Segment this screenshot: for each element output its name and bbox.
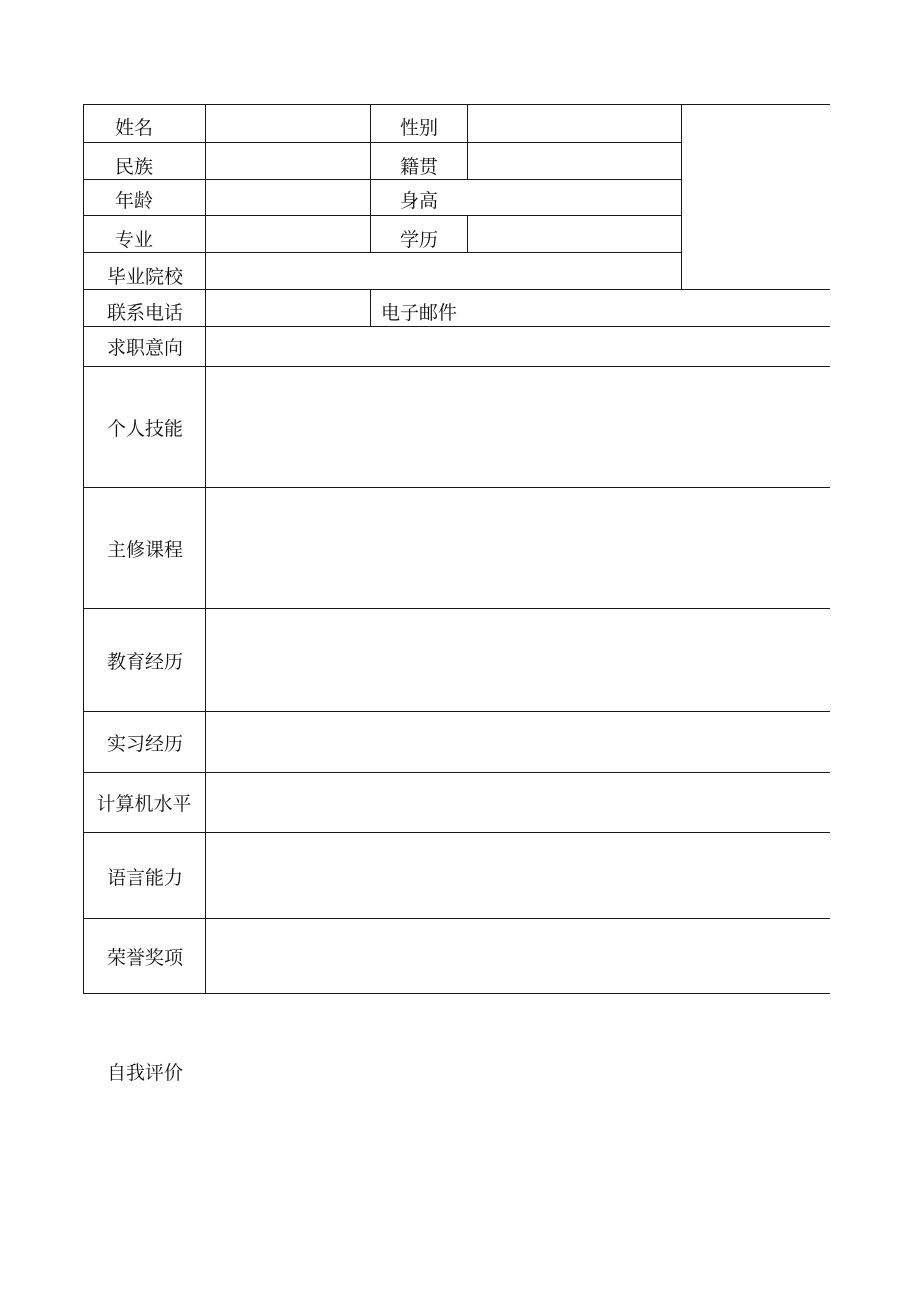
education-label: 学历 [399, 229, 439, 251]
skills-label: 个人技能 [106, 418, 184, 440]
grid-line-mid-col-phone [370, 289, 371, 326]
major-label: 专业 [114, 229, 154, 251]
native-place-label: 籍贯 [399, 156, 439, 178]
education-history-label: 教育经历 [106, 651, 184, 673]
computer-level-field[interactable] [206, 773, 830, 832]
courses-label: 主修课程 [106, 539, 184, 561]
honors-label: 荣誉奖项 [106, 947, 184, 969]
education-history-field[interactable] [206, 609, 830, 711]
name-field[interactable] [206, 105, 369, 142]
language-label: 语言能力 [106, 867, 184, 889]
ethnicity-label: 民族 [114, 156, 154, 178]
email-field[interactable] [470, 290, 830, 326]
grid-line-left [83, 104, 84, 994]
phone-label: 联系电话 [106, 302, 184, 324]
school-label: 毕业院校 [106, 266, 184, 288]
language-field[interactable] [206, 833, 830, 918]
native-place-field[interactable] [468, 143, 680, 179]
major-field[interactable] [206, 216, 369, 252]
computer-level-label: 计算机水平 [96, 793, 192, 815]
internship-label: 实习经历 [106, 733, 184, 755]
height-field[interactable] [468, 180, 680, 215]
gender-field[interactable] [468, 105, 680, 142]
photo-area[interactable] [682, 105, 830, 289]
grid-line-bottom [83, 993, 830, 994]
self-evaluation-label: 自我评价 [106, 1062, 184, 1084]
age-field[interactable] [206, 180, 369, 215]
self-evaluation-field[interactable] [206, 1040, 830, 1240]
education-field[interactable] [468, 216, 680, 252]
courses-field[interactable] [206, 488, 830, 608]
internship-field[interactable] [206, 712, 830, 772]
gender-label: 性别 [399, 117, 439, 139]
age-label: 年龄 [114, 190, 154, 212]
skills-field[interactable] [206, 367, 830, 487]
school-field[interactable] [206, 253, 680, 289]
name-label: 姓名 [114, 117, 154, 139]
ethnicity-field[interactable] [206, 143, 369, 179]
job-intention-field[interactable] [206, 327, 830, 366]
email-label: 电子邮件 [381, 302, 458, 324]
job-intention-label: 求职意向 [106, 337, 184, 359]
phone-field[interactable] [206, 290, 369, 326]
grid-line-mid-col-upper [370, 104, 371, 253]
honors-field[interactable] [206, 919, 830, 993]
height-label: 身高 [399, 190, 439, 212]
